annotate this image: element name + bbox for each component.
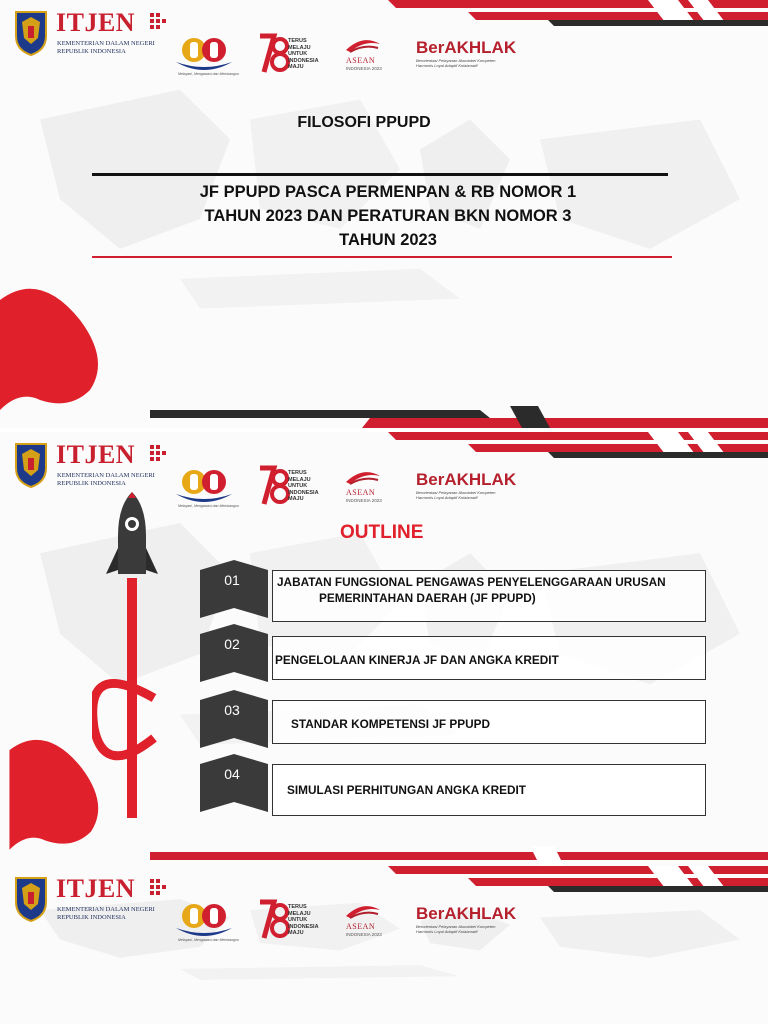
outline-number-badge: 01 (200, 560, 268, 618)
subtitle-line: TAHUN 2023 (339, 231, 437, 249)
hut-caption: Melayani, Mengawasi dan Membangun (178, 72, 239, 76)
brand-wordmark: ITJEN (56, 8, 136, 37)
ministry-name: KEMENTERIAN DALAM NEGERI REPUBLIK INDONESIA (57, 472, 155, 487)
outline-item-box: STANDAR KOMPETENSI JF PPUPD (272, 700, 706, 744)
ri-78-logo-icon (258, 30, 290, 78)
hut-caption: Melayani, Mengawasi dan Membangun (178, 938, 239, 942)
outline-number-badge: 02 (200, 624, 268, 682)
top-stripes-decoration (348, 0, 768, 26)
hut-anniversary-logo-icon (172, 898, 236, 942)
asean-name: ASEAN (346, 56, 376, 65)
asean-logo-icon (344, 900, 382, 922)
slide-subtitle (110, 180, 666, 252)
subtitle-line: TAHUN 2023 DAN PERATURAN BKN NOMOR 3 (204, 207, 572, 225)
garuda-emblem-icon (12, 874, 50, 922)
hut-caption: Melayani, Mengawasi dan Membangun (178, 504, 239, 508)
hut-anniversary-logo-icon (172, 32, 236, 76)
slide-filosofi (0, 0, 768, 428)
outline-number-badge: 03 (200, 690, 268, 748)
slide-outline (0, 432, 768, 866)
berakhlak-tagline: Berorientasi Pelayanan Akuntabel Kompeten Harmonis Loyal Adaptif Kolaboratif (416, 924, 496, 934)
outline-number-badge: 04 (200, 754, 268, 812)
brand-dots-icon (150, 13, 170, 29)
slide-header (0, 866, 768, 962)
brand-dots-icon (150, 445, 170, 461)
berakhlak-tagline: Berorientasi Pelayanan Akuntabel Kompeten Harmonis Loyal Adaptif Kolaboratif (416, 58, 496, 68)
asean-logo-icon (344, 466, 382, 488)
brand-dots-icon (150, 879, 170, 895)
berakhlak-logo: BerAKHLAK (416, 470, 517, 489)
berakhlak-tagline: Berorientasi Pelayanan Akuntabel Kompeten Harmonis Loyal Adaptif Kolaboratif (416, 490, 496, 500)
hut-anniversary-logo-icon (172, 464, 236, 508)
slide-header (0, 0, 768, 96)
asean-logo-icon (344, 34, 382, 56)
ri78-slogan: TERUS MELAJU UNTUK INDONESIA MAJU (288, 38, 319, 70)
ri-78-logo-icon (258, 462, 290, 510)
partner-logos (172, 30, 572, 82)
ministry-name: KEMENTERIAN DALAM NEGERI REPUBLIK INDONESIA (57, 40, 155, 55)
ri78-slogan: TERUS MELAJU UNTUK INDONESIA MAJU (288, 904, 319, 936)
subtitle-divider-red (92, 256, 672, 258)
partner-logos (172, 462, 572, 514)
asean-sub: INDONESIA 2023 (346, 498, 382, 503)
berakhlak-logo: BerAKHLAK (416, 904, 517, 923)
subtitle-line: JF PPUPD PASCA PERMENPAN & RB NOMOR 1 (199, 183, 577, 201)
asean-sub: INDONESIA 2023 (346, 932, 382, 937)
top-stripes-decoration (348, 866, 768, 892)
asean-sub: INDONESIA 2023 (346, 66, 382, 71)
berakhlak-logo: BerAKHLAK (416, 38, 517, 57)
outline-item-box: PENGELOLAAN KINERJA JF DAN ANGKA KREDIT (272, 636, 706, 680)
garuda-emblem-icon (12, 440, 50, 488)
asean-name: ASEAN (346, 922, 376, 931)
outline-item-box: SIMULASI PERHITUNGAN ANGKA KREDIT (272, 764, 706, 816)
ri-78-logo-icon (258, 896, 290, 944)
outline-title: OUTLINE (340, 522, 424, 543)
bottom-stripes-decoration (150, 388, 768, 428)
outline-item-box: JABATAN FUNGSIONAL PENGAWAS PENYELENGGARAAN URUSAN PEMERINTAHAN DAERAH (JF PPUPD) (272, 570, 706, 622)
slide-title: FILOSOFI PPUPD (297, 114, 431, 131)
title-divider-black (92, 173, 668, 176)
asean-name: ASEAN (346, 488, 376, 497)
brand-wordmark: ITJEN (56, 874, 136, 903)
ri78-slogan: TERUS MELAJU UNTUK INDONESIA MAJU (288, 470, 319, 502)
partner-logos (172, 896, 572, 948)
garuda-emblem-icon (12, 8, 50, 56)
slide-partial (0, 866, 768, 1024)
brand-wordmark: ITJEN (56, 440, 136, 469)
top-stripes-decoration (348, 432, 768, 458)
bottom-stripes-decoration (150, 846, 768, 866)
ministry-name: KEMENTERIAN DALAM NEGERI REPUBLIK INDONESIA (57, 906, 155, 921)
